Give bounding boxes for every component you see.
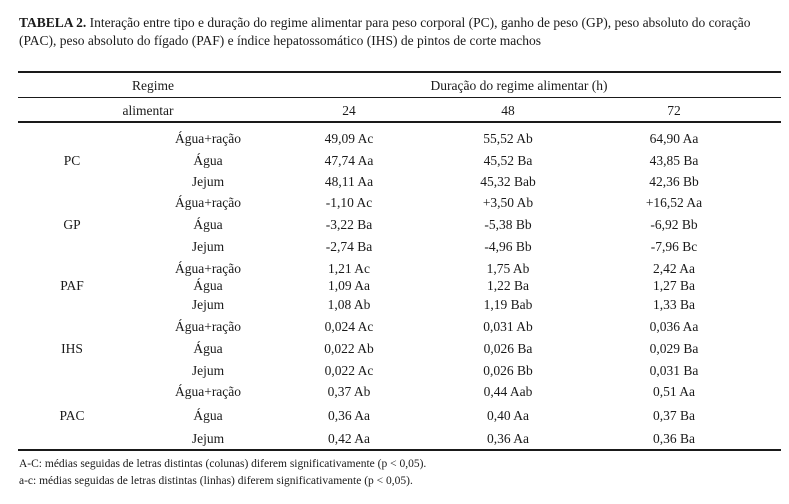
value-cell: 0,36 Aa (328, 408, 370, 423)
regime-cell: Água (193, 341, 223, 356)
header-col-72: 72 (667, 103, 681, 118)
value-cell: -3,22 Ba (325, 217, 373, 232)
group-label-gp: GP (63, 217, 81, 232)
regime-cell: Água (193, 153, 223, 168)
regime-cell: Água (193, 278, 223, 293)
footnote-uppercase: A-C: médias seguidas de letras distintas (colunas) diferem significativamente (p < 0,05). (19, 458, 427, 470)
value-cell: 0,37 Ab (327, 384, 371, 399)
regime-cell: Jejum (191, 174, 225, 189)
value-cell: -4,96 Bb (484, 239, 532, 254)
header-regime-line2: alimentar (122, 103, 174, 118)
value-cell: 1,22 Ba (487, 278, 529, 293)
value-cell: 0,026 Ba (483, 341, 533, 356)
value-cell: 0,40 Aa (487, 408, 529, 423)
value-cell: 0,44 Aab (483, 384, 533, 399)
header-regime-line1: Regime (132, 78, 174, 93)
group-label-paf: PAF (60, 278, 84, 293)
regime-cell: Jejum (191, 239, 225, 254)
value-cell: 0,51 Aa (653, 384, 695, 399)
value-cell: 0,036 Aa (649, 319, 699, 334)
value-cell: 0,022 Ac (324, 363, 374, 378)
value-cell: 0,42 Aa (328, 431, 370, 446)
header-bottom-rule (18, 121, 781, 123)
value-cell: 49,09 Ac (324, 131, 374, 146)
value-cell: 64,90 Aa (649, 131, 699, 146)
regime-cell: Água+ração (174, 261, 242, 276)
value-cell: 45,52 Ba (483, 153, 533, 168)
bottom-rule (18, 449, 781, 451)
value-cell: 0,029 Ba (649, 341, 699, 356)
value-cell: 48,11 Aa (324, 174, 374, 189)
header-col-48: 48 (501, 103, 515, 118)
value-cell: 1,75 Ab (486, 261, 530, 276)
value-cell: 55,52 Ab (483, 131, 533, 146)
caption-label: TABELA 2. (19, 15, 87, 30)
value-cell: 1,09 Aa (328, 278, 370, 293)
value-cell: -6,92 Bb (650, 217, 698, 232)
regime-cell: Jejum (191, 363, 225, 378)
value-cell: -5,38 Bb (484, 217, 532, 232)
regime-cell: Água (193, 217, 223, 232)
regime-cell: Água+ração (174, 384, 242, 399)
value-cell: 42,36 Bb (649, 174, 699, 189)
header-col-24: 24 (342, 103, 356, 118)
regime-cell: Água+ração (174, 319, 242, 334)
value-cell: +16,52 Aa (645, 195, 703, 210)
group-label-pac: PAC (59, 408, 85, 423)
regime-cell: Jejum (191, 297, 225, 312)
footnote-lowercase: a-c: médias seguidas de letras distintas (linhas) diferem significativamente (p < 0,05). (19, 475, 413, 487)
value-cell: 0,022 Ab (324, 341, 374, 356)
value-cell: 45,32 Bab (480, 174, 536, 189)
value-cell: 0,031 Ab (483, 319, 533, 334)
header-mid-rule (18, 97, 781, 98)
header-duration: Duração do regime alimentar (h) (430, 78, 608, 93)
value-cell: 43,85 Ba (649, 153, 699, 168)
caption-text: Interação entre tipo e duração do regime alimentar para peso corporal (PC), ganho de peso (GP), peso absoluto do coração (PAC), peso absoluto do fígado (PAF) e índice hepatossomático (IHS) de pintos de corte machos (19, 15, 751, 48)
value-cell: -7,96 Bc (650, 239, 698, 254)
regime-cell: Jejum (191, 431, 225, 446)
value-cell: 2,42 Aa (653, 261, 695, 276)
value-cell: 0,36 Aa (487, 431, 529, 446)
value-cell: 0,024 Ac (324, 319, 374, 334)
value-cell: 1,19 Bab (483, 297, 533, 312)
top-rule (18, 71, 781, 73)
value-cell: 47,74 Aa (324, 153, 374, 168)
regime-cell: Água+ração (174, 195, 242, 210)
value-cell: 0,36 Ba (653, 431, 695, 446)
value-cell: 1,33 Ba (653, 297, 695, 312)
value-cell: +3,50 Ab (482, 195, 534, 210)
regime-cell: Água (193, 408, 223, 423)
value-cell: 1,08 Ab (327, 297, 371, 312)
value-cell: 1,27 Ba (653, 278, 695, 293)
group-label-ihs: IHS (61, 341, 83, 356)
group-label-pc: PC (63, 153, 81, 168)
regime-cell: Água+ração (174, 131, 242, 146)
value-cell: 0,031 Ba (649, 363, 699, 378)
table-caption (19, 14, 779, 50)
value-cell: 0,026 Bb (483, 363, 533, 378)
value-cell: 1,21 Ac (328, 261, 370, 276)
value-cell: -2,74 Ba (325, 239, 373, 254)
value-cell: -1,10 Ac (325, 195, 373, 210)
value-cell: 0,37 Ba (653, 408, 695, 423)
